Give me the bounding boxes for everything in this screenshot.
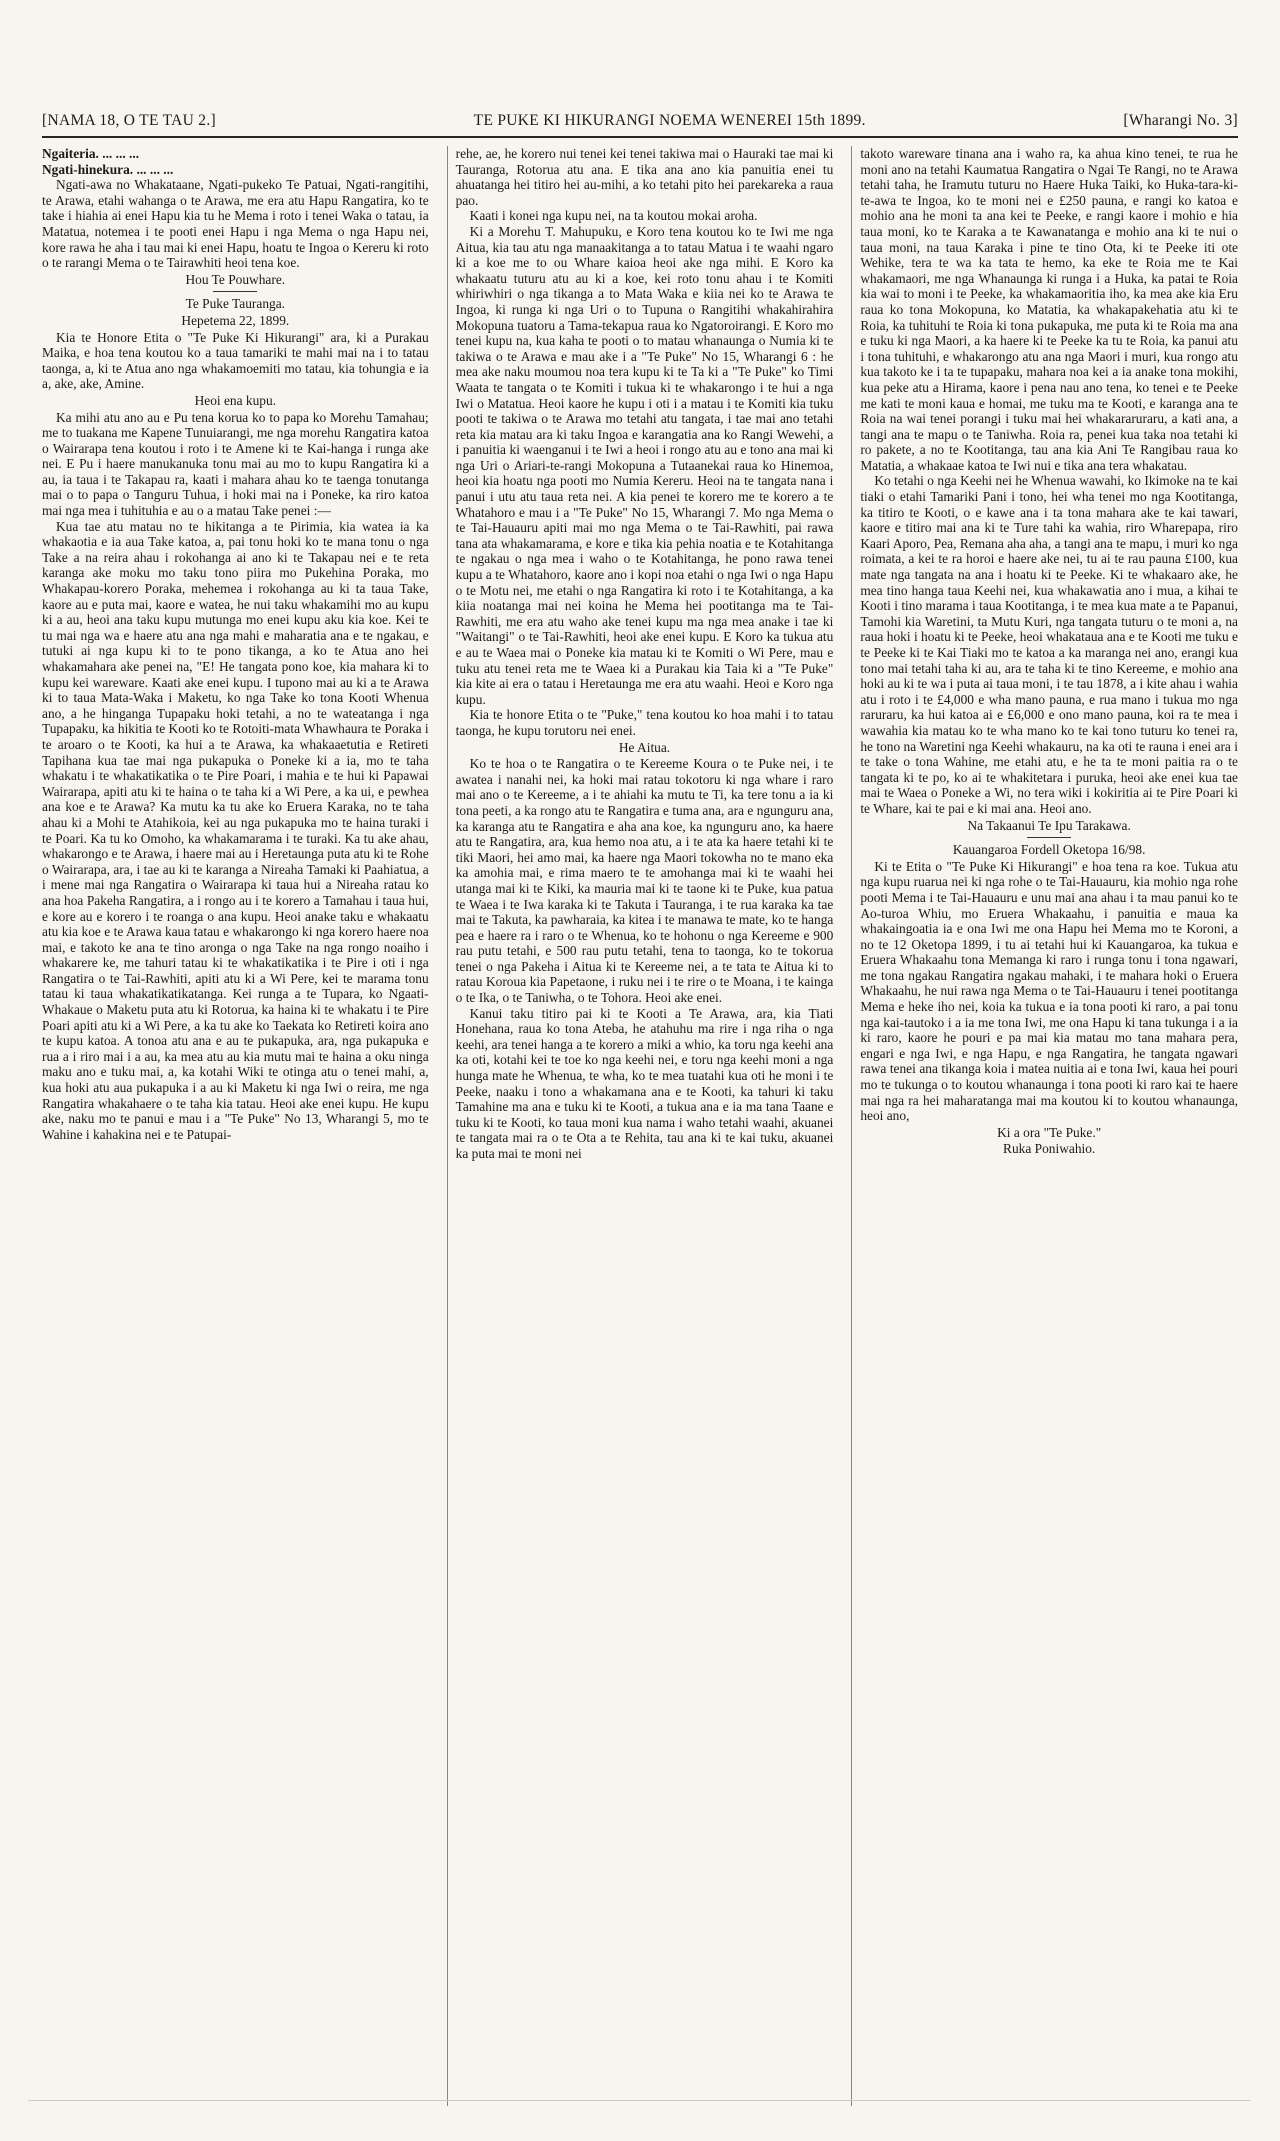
paragraph: takoto wareware tinana ana i waho ra, ka ahua kino tenei, te rua he moni ano na tetahi Kaumatua Rangatira o Ngai Te Rangi, no te Arawa tetahi taha, he Iramutu tuturu no Haere Huka Taiki, ko Huka-tara-ki-te-awa te Ingoa, ko te moni nei e £250 pauna, e rangi ko katoa e mohio ana he moni ta ana kei te Peeke, e rangi kaore i mohio e hia taua moni, ko te Karaka a te Kawanatanga e mohio ana ki te nui o taua moni, na taua Karaka i pine te tino Ota, ki te Peeke iti ote Wehike, tera te wa ka tata te hemo, ka eke te Roia me te Kai whakamaori, me nga Whanaunga ki runga i a Huka, ka patai te Roia kia wai to moni i te Peeke, ka whakamaoritia iho, ka mea ake kia Eru raua ko tona Mokopuna, ko Matatia, ka whakapakehatia atu ki te Roia, ka tuhituhi te Roia ki tona pukapuka, me puta ki te Roia ma ana e tuku ki nga Maori, a ka haere ki te Peeke ka tu te Roia, ka panui atu i tona tuhituhi, e whakarongo atu ana nga Maori i muri, kua rongo atu kua takoto ke i ta te tupapaku, mahara noa kei a ia anake tona mokihi, kua peke atu a Hirama, kaore i pena nau ano tena, ko tenei e te Peeke me kati te moni kaua e homai, me tuku ma te Kooti, e karanga ana te Roia na wai tenei porangi i tuku mai hei whakararuraru, a kati ana, a tangi ana te mapu o te Taniwha. Roia ra, penei kua taka noa tetahi ki ro pakete, a no te Kootitanga, tau ana kia Ani Te Rangibau raua ko Matatia, a whakaae katoa te Iwi nui e tika ana tera whakatau. <box>860 146 1238 473</box>
paragraph: Ka mihi atu ano au e Pu tena korua ko to papa ko Morehu Tamahau; me to tuakana me Kapene Tunuiarangi, me nga morehu Rangatira katoa o Wairarapa tena koutou i roto i te Amene ki te Kai-hanga i runga ake nei. E Pu i haere manukanuka tonu mai au mo to kupu Rangatira ki a au, ia taua i te Takapau ra, kaati i mahara ahau ko te taenga tonutanga mai o to papa o Tanguru Tuhua, i hoki mai na i Poneke, ka riro katoa mai nga mea i tuhituhia e au o a matau Take penei :— <box>42 409 429 519</box>
divider <box>1027 837 1071 838</box>
page-number: [Wharangi No. 3] <box>1123 112 1238 129</box>
paragraph: Kia te Honore Etita o "Te Puke Ki Hikurangi" ara, ki a Purakau Maika, e hoa tena koutou ko a taua tamariki te mahi mai na i to tatau taonga, a, ki te Atua ano nga whakamoemiti mo tatau, kia tohungia e ia a, ake, ake, Amine. <box>42 329 429 392</box>
column-1 <box>42 146 429 2106</box>
paragraph: Kua tae atu matau no te hikitanga a te Pirimia, kia watea ia ka whakaotia e ia aua Take katoa, a, pai tonu hoki ko te mana tonu o nga Take a na reira ahau i rokohanga ai ano ki te Takapau nei e te reta karanga ake moku mo taku tono piira mo Pukehina Poraka, mo Whakapau-korero Poraka, mehemea i rokohanga au ki ta taua Take, kaore au e puta mai, kaore e watea, he nui taku whakamihi mo au kupu ki a au, heoi ana taku kupu mutunga mo enei kupu aku kia koe. Kei te tu mai nga wa e haere atu ana nga mahi e maharatia ana e te ngakau, e tutuki ai nga kupu ki to te pono tikanga, a ko te Atua ano hei whakamahara ake penei na, "E! He tangata pono koe, kia mahara ki to kupu kei wareware. Kaati ake enei kupu. I tupono mai au ki a te Arawa ki to taua Mata-Waka i Maketu, ko nga Take ko tona Kooti Whenua ano, a he hinganga Tupapaku hoki tetahi, a no te wateatanga i nga Tupapaku, ka hikitia te Kooti ko te Rotoiti-mata Whawhaura te Poraka i te aroaro o te Kooti, ka hui a te Arawa, ka whakaaetutia e Retireti Tapihana kua tae mai nga pukapuka o Poneke ki a ia, mo te taha whakatu i te whakatikatika o te Pire Poari, i mahia e te hui ki Papawai Wairarapa, apiti atu ki te haina o te taha ki a Wi Pere, a ka ui, e pewhea ana koe e te Arawa? Ka mutu ka tu ake ko Eruera Karaka, no te taha ahau ki a Mohi te Atahikoia, kei au nga pukapuka mo te haina turaki i te Poari. Ka tu ko Omoho, ka whakamarama i te turaki. Ka tu ake ahau, whakarongo e te Arawa, i haere mai au i Heretaunga puta atu ki te Rohe o Wairarapa, ara, i tae au ki te karanga a Nireaha Tamaki ki Paahiatua, a i mene mai nga Rangatira o Wairarapa ki taua hui a Nireaha ratau ko ana hoa Pakeha Rangatira, a i rongo au i te korero a Tamahau i taua hui, e kore au e korero i te roanga o ana kupu. Heoi anake taku e whakaatu atu kia koe e te Arawa kaua tatau e whakarongo ki nga korero haere noa mai, e takoto ke ana te tino aronga o nga Take na nga rongo noaiho i whakarere ke, me tahuri tatau ki te whakatikatika i te Pire i oti i nga Rangatira o te Tai-Rawhiti, apiti atu ki a Wi Pere, kei te marama tonu tatau ki taua whakatikatikatanga. Kei runga a te Tupara, ko Ngaati-Whakaue o Maketu puta atu ki Rotorua, ka haina ki te whakatu i te Pire Poari apiti atu ki a Wi Pere, a ka tu ake ko Taekata ko Retireti koira ano te kupu katoa. A tonoa atu ana e au te pukapuka, ara, nga pukapuka e rua a i riro mai i a au, ka mea atu au kia mutu mai te haina a oku ninga maku ano e tuku mai, a, ka kotahi Wiki te otinga atu o tenei mahi, a, kua hoki atu aua pukapuka i a au ki Maketu ki nga Iwi o reira, me nga Rangatira whakahaere o te taha kia tatau. Heoi ake enei kupu. He kupu ake, naku mo te panui e mau i a "Te Puke" No 13, Wharangi 5, mo te Wahine i kahakina nei e te Patupai- <box>42 518 429 1142</box>
signature: Na Takaanui Te Ipu Tarakawa. <box>967 817 1131 833</box>
signature: Ruka Poniwahio. <box>1003 1141 1096 1157</box>
tribe-list-item: Ngati-hinekura. ... ... ... <box>42 161 174 177</box>
paragraph: Kanui taku titiro pai ki te Kooti a Te Arawa, ara, kia Tiati Honehana, raua ko tona Ateba, he atahuhu ma rire i nga riha o nga keehi, ara tenei hanga a te korero a miki a whio, ka toru nga keehi ana ka oti, kotahi kei te toe ko nga keehi nei, e toru nga keehi moni a nga hunga mate he Whenua, te wha, ko te mea tuatahi kua oti he moni i te Peeke, naaku i tono a whakamana ana e te Kooti, ka tahuri ki taku Tamahine ma ana e tuku ki te Kooti, a tukua ana e ia ma tana Taane e tuku ki te Kooti, ko taua moni kua nama i waho tetahi waahi, akuanei te tangata mai ra o te Ota a te Rehita, tau ana ki te kai tuku, akuanei ka puta mai te moni nei <box>455 1005 834 1161</box>
letter-heading: Kauangaroa Fordell Oketopa 16/98. <box>952 842 1146 858</box>
paragraph: Ko tetahi o nga Keehi nei he Whenua wawahi, ko Ikimoke na te kai tiaki o etahi Tamariki Pani i tono, hei wha tenei mo nga Kootitanga, ka titiro te Kooti, o e kawe ana i ta tona mahara ake te kai tawari, kaore e titiro mai ana ki te Ture tahi ka wahia, riro Wharepapa, riro Kaari Aporo, Pea, Remana aha aha, a tangi ana te mapu, i muri ko nga roimata, a kei te ra horoi e haere ake nei, tu ai te rau pauna £100, kua mate nga tangata na ana i hoatu ki te Peeke. Ki te whakaaro ake, he mea tino hanga taua Keehi nei, kua whakawatia ano i mua, a kihai te Kooti i tino marama i taua Kootitanga, i te mea kua mate a te Papanui, Tamohi kia Waretini, ta Mutu Kuri, nga tangata tuturu o te moni a, na raua hoki i hoatu ki te Peeke, heoi whakataua ana e te Kooti me tuku e te Peeke ki te Kai Tiaki mo te katoa a ka maranga nei ano, erangi kua tono mai tetahi taha ki au, ara te taha ki te tino Kereeme, e mohio ana hoki au ki te wa i puta ai taua moni, i te tau 1878, a i kite ahau i wahia atu i roto i te £4,000 e wha mano pauna, e rua mano i tukua mo nga raruraru, ka hui katoa ai e £6,000 e ono mano pauna, koi ra te mea i wawahia kia matau ko te wha mano ko te kai tono tuturu ko tenei ra, he tono na Waretini nga Keehi whakauru, na ka oti te rauna i enei ara i te take o tona Wahine, me etahi atu, e he ta te moni paitia ra o te tangata ki te po, ko ai te whakitetara i puruka, heoi ake enei kua tae mai te Waea o Poneke a Wi, no tera wiki i kokiritia ai te Pire Poari ki te Whare, kai te pai e ki mai ana. Heoi ano. <box>860 473 1238 816</box>
newspaper-title-date: TE PUKE KI HIKURANGI NOEMA WENEREI 15th 1899. <box>473 112 866 129</box>
letter-heading: Te Puke Tauranga. <box>185 296 286 312</box>
signature: Hou Te Pouwhare. <box>185 271 286 287</box>
article-columns <box>42 146 1238 2106</box>
paragraph: Kaati i konei nga kupu nei, na ta koutou mokai aroha. <box>469 208 758 224</box>
paragraph: Ki te Etita o "Te Puke Ki Hikurangi" e hoa tena ra koe. Tukua atu nga kupu ruarua nei ki nga rohe o te Tai-Hauauru, kia mohio nga rohe pooti Mema i te Tai-Hauauru e unu mai ana ahau i ta mau panui ko te Ao-turoa Whiu, mo Eruera Whakaahu, i panuitia e maua ka whakaingoatia ia e ona Iwi me ona Hapu hei Mema mo te Koroni, a no te 12 Oketopa 1899, i tu ai tetahi hui ki Kauangaroa, ka tukua e Eruera Whakaahu tona Memanga ki raro i runga tonu i tona ngawari, me tona ngakau Rangatira ngakau mahaki, i te mahara hoki o Eruera Whakaahu, he nui rawa nga Mema o te Tai-Hauauru i tenei pootitanga Mema e heke iho nei, koia ka tukua e ia tona pooti ki raro, a pai tonu nga kai-tautoko i a ia me tona Iwi, me ona Hapu ki tana tukunga i a ia ki raro, kaore he pouri e pa mai kia matau mo tana mahara pera, engari e nga Iwi, e nga Hapu, e nga Rangatira, he tangata ngawari rawa tenei ana tikanga koia i matea nuitia ai e tona Iwi, kaua hei pouri mo te tukunga o to koutou whanaunga i tona pooti ki raro kai te haere mai nga ra hei maharatanga mai ma koutou ki to koutou whanaunga, heoi ano, <box>860 858 1238 1124</box>
divider <box>213 291 257 292</box>
column-2 <box>447 146 834 2106</box>
paragraph: Ki a Morehu T. Mahupuku, e Koro tena koutou ko te Iwi me nga Aitua, kia tau atu nga manaakitanga a to tatau Matua i te waahi ngaro ki a koe me to ou Whare kaioa heoi ake nga mihi. E Koro ka whakaatu tuturu atu au ki a koe, kei roto tonu ahau i te Komiti whiriwhiri o nga tikanga a to Mata Waka e kiia nei ko te Arawa te Ingoa, ki runga ki nga Uri o to Tupuna o Rangitihi whakahirahira Mokopuna tuatoru a Tama-tekapua raua ko Ngatoroirangi. E Koro mo tenei kupu na, kua kaha te pooti o to matau whanaunga o Numia ki te takiwa o te Arawa e mau ake i a "Te Puke" No 15, Wharangi 6 : he mea ake naku moumou noa tera kupu ki te Ta ki a "Te Puke" ko Timi Waata te tangata o te Komiti i tukua ki te whakarongo i te hui a nga Iwi o Matatua. Heoi kaore he kupu i oti i a matau i te Komiti kia tuku pooti te takiwa o te Arawa mo tetahi atu tangata, i tae mai ano tetahi reta kia matau ara ki taku Ingoa e karangatia ana ko Rangi Wewehi, a i panuitia ki waenganui i te Iwi a heoi i rongo atu au e tono ana mai ki nga Uri o Ariari-te-rangi Mokopuna a Tutaanekai raua ko Hinemoa, heoi kia hoatu nga pooti mo Numia Kereru. Heoi na te tangata nana i panui i utu atu taua reta nei. A kia penei te korero me te korero a te Whatahoro e mau i a "Te Puke" No 15, Wharangi 7. Mo nga Mema o te Tai-Hauauru apiti mai mo nga Mema o te Tai-Rawhiti, pai rawa tana ata whakamarama, e kore e tika kia pehia noatia e te Kotahitanga te ngakau o nga mea i waho o te Kotahitanga, he pono rawa tenei kupu a te Whatahoro, kaore ano i kopi noa etahi o nga Iwi o nga Hapu o te Motu nei, me etahi o nga Rangatira ki roto i te Kotahitanga, a ka kiia noatanga mai nei koina he Mema hei pootitanga ma te Tai-Rawhiti, me era atu waho ake tenei kupu ma nga mea anake i tae ki "Waitangi" o te Tai-Rawhiti, heoi ake enei kupu. E Koro ka tukua atu e au te Waea mai o Poneke kia matau ki te Komiti o Wi Pere, mau e tuku atu tenei reta me te Waea ki a Purakau kia Taia ki a "Te Puke" kia kite ai era o tatau i Heretaunga me era atu waahi. Heoi e Koro nga kupu. <box>455 223 834 707</box>
letter-date: Hepetema 22, 1899. <box>181 312 290 328</box>
tribe-list-item: Ngaiteria. ... ... ... <box>42 146 140 161</box>
subheading: He Aitua. <box>618 739 671 755</box>
masthead <box>42 112 1238 138</box>
subheading: Heoi ena kupu. <box>194 392 277 408</box>
issue-number: [NAMA 18, O TE TAU 2.] <box>42 112 216 129</box>
paragraph: Ko te hoa o te Rangatira o te Kereeme Koura o te Puke nei, i te awatea i nanahi nei, ka hoki mai ratau tokotoru ki nga whare i raro mai ano o te Kereeme, a i te ahiahi ka mutu te Ti, ka tere tonu a ia ki tona peeti, a ka rongo atu te Rangatira e tuma ana, ara e ngunguru ana, ka karanga atu te Rangatira e aha ana koe, ka ngunguru ano, ka haere atu te Rangatira, ara, kua hemo noa atu, a i te ata ka haere tetahi ki te tiki Maori, hei amo mai, ka haere nga Maori tokowha no te mano eka ka amohia mai, e rima maero te te amohanga mai ki te waahi hei utanga mai ki te Kiki, ka mauria mai ki te taone ki te Puke, kua patua te Waea i te Iwa karaka ki te Takuta i Tauranga, i te rua karaka ka tae mai te Takuta, ka pawharaia, ka kitea i te manawa te mate, ko te hanga pea e haere ra i raro o te Whenua, ko te hohonu o nga Kereeme e 900 rau putu tetahi, e 500 rau putu tetahi, tena to taonga, ko te tokorua tenei o nga Pakeha i Aitua ki te Kereeme nei, a te tata te Aitua ki to ratau Koroua kia Papetaone, i ruku nei i te rire o te Moana, i te kainga o te Ika, o te Taniwha, o te Tohora. Heoi ake enei. <box>455 756 834 1006</box>
column-3 <box>851 146 1238 2106</box>
paragraph: Ngati-awa no Whakataane, Ngati-pukeko Te Patuai, Ngati-rangitihi, te Arawa, etahi wahanga o te Arawa, me era atu Hapu Rangatira, ko te take i hiahia ai enei Hapu kia tu he Mema i roto i tenei Waka o tatau, ia Matatua, notemea i te pooti enei Hapu i nga Mema o nga Hapu nei, kore rawa he aha i tau mai ki enei Hapu, hoatu te Ingoa o Kereru ki roto o te rarangi Mema o te Tairawhiti heoi tena koe. <box>42 177 429 271</box>
page-bottom-edge <box>28 2100 1250 2101</box>
paragraph: rehe, ae, he korero nui tenei kei tenei takiwa mai o Hauraki tae mai ki Tauranga, Rotorua atu ana. E tika ana ano kia panuitia enei tu ahuatanga hei titiro hei au-mihi, a ko tetahi pito hei parekareka a raua pao. <box>455 146 834 208</box>
closing: Ki a ora "Te Puke." <box>997 1124 1102 1140</box>
paragraph: Kia te honore Etita o te "Puke," tena koutou ko hoa mahi i to tatau taonga, he kupu torutoru nei enei. <box>455 707 834 738</box>
